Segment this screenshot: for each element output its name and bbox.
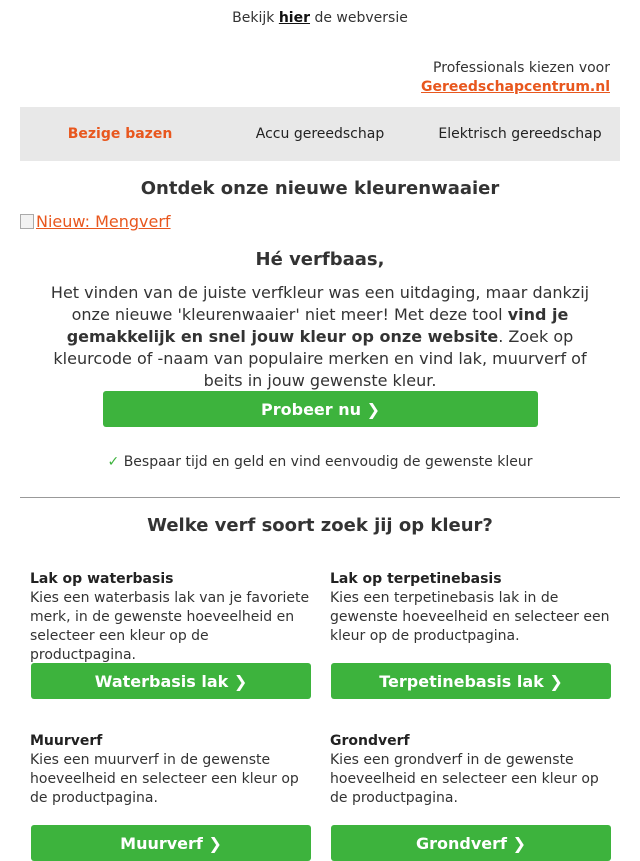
card-text: Kies een terpetinebasis lak in de gewenste hoeveelheid en selecteer een kleur op de productpagina. xyxy=(330,590,610,644)
webversion-prefix: Bekijk xyxy=(232,10,275,26)
card-title: Lak op terpetinebasis xyxy=(330,571,502,587)
professionals-tagline xyxy=(421,59,610,97)
terpetinebasis-lak-button[interactable]: Terpetinebasis lak ❯ xyxy=(331,663,611,699)
webversion-suffix: de webversie xyxy=(314,10,408,26)
card-waterbasis xyxy=(30,570,312,665)
card-text: Kies een waterbasis lak van je favoriete merk, in de gewenste hoeveelheid en selecteer een kleur op de productpagina. xyxy=(30,590,310,663)
try-now-button[interactable]: Probeer nu ❯ xyxy=(103,391,538,427)
nav-item-bezige-bazen[interactable]: Bezige bazen xyxy=(67,126,173,142)
site-link[interactable]: Gereedschapcentrum.nl xyxy=(421,79,610,95)
card-title: Muurverf xyxy=(30,733,103,749)
webversion-line xyxy=(0,10,640,26)
card-title: Lak op waterbasis xyxy=(30,571,174,587)
waterbasis-lak-button[interactable]: Waterbasis lak ❯ xyxy=(31,663,311,699)
section-title: Welke verf soort zoek jij op kleur? xyxy=(147,515,493,536)
nav-item-elektrisch-gereedschap[interactable]: Elektrisch gereedschap xyxy=(438,126,602,142)
card-text: Kies een muurverf in de gewenste hoeveelheid en selecteer een kleur op de productpagina. xyxy=(30,752,299,806)
intro-text-2: . Zoek op kleurcode of -naam van populaire merken en vind lak, muurverf of beits in jouw gewenste kleur. xyxy=(53,327,587,390)
benefit-text: Bespaar tijd en geld en vind eenvoudig de gewenste kleur xyxy=(123,454,533,470)
check-icon: ✓ xyxy=(107,454,120,470)
card-title: Grondverf xyxy=(330,733,410,749)
greeting: Hé verfbaas, xyxy=(255,249,385,270)
grondverf-button[interactable]: Grondverf ❯ xyxy=(331,825,611,861)
intro-text-1: Het vinden van de juiste verfkleur was een uitdaging, maar dankzij onze nieuwe 'kleurenwaaier' niet meer! Met deze tool xyxy=(50,283,590,324)
hero-title: Ontdek onze nieuwe kleurenwaaier xyxy=(140,178,500,199)
nav-bar xyxy=(20,107,620,161)
pro-text: Professionals kiezen voor xyxy=(433,60,610,76)
broken-image-icon xyxy=(20,214,34,229)
webversion-link[interactable]: hier xyxy=(278,10,311,26)
card-text: Kies een grondverf in de gewenste hoeveelheid en selecteer een kleur op de productpagina. xyxy=(330,752,599,806)
intro-text-bold: vind je gemakkelijk en snel jouw kleur op onze website xyxy=(66,305,569,346)
hero-image-link[interactable] xyxy=(20,212,171,231)
card-grondverf xyxy=(330,732,612,808)
benefit-line xyxy=(0,454,640,470)
hero-image-alt: Nieuw: Mengverf xyxy=(36,212,171,231)
nav-item-accu-gereedschap[interactable]: Accu gereedschap xyxy=(255,126,385,142)
intro-paragraph xyxy=(40,282,600,392)
muurverf-button[interactable]: Muurverf ❯ xyxy=(31,825,311,861)
card-terpetinebasis xyxy=(330,570,612,646)
card-muurverf xyxy=(30,732,312,808)
divider xyxy=(20,497,620,498)
